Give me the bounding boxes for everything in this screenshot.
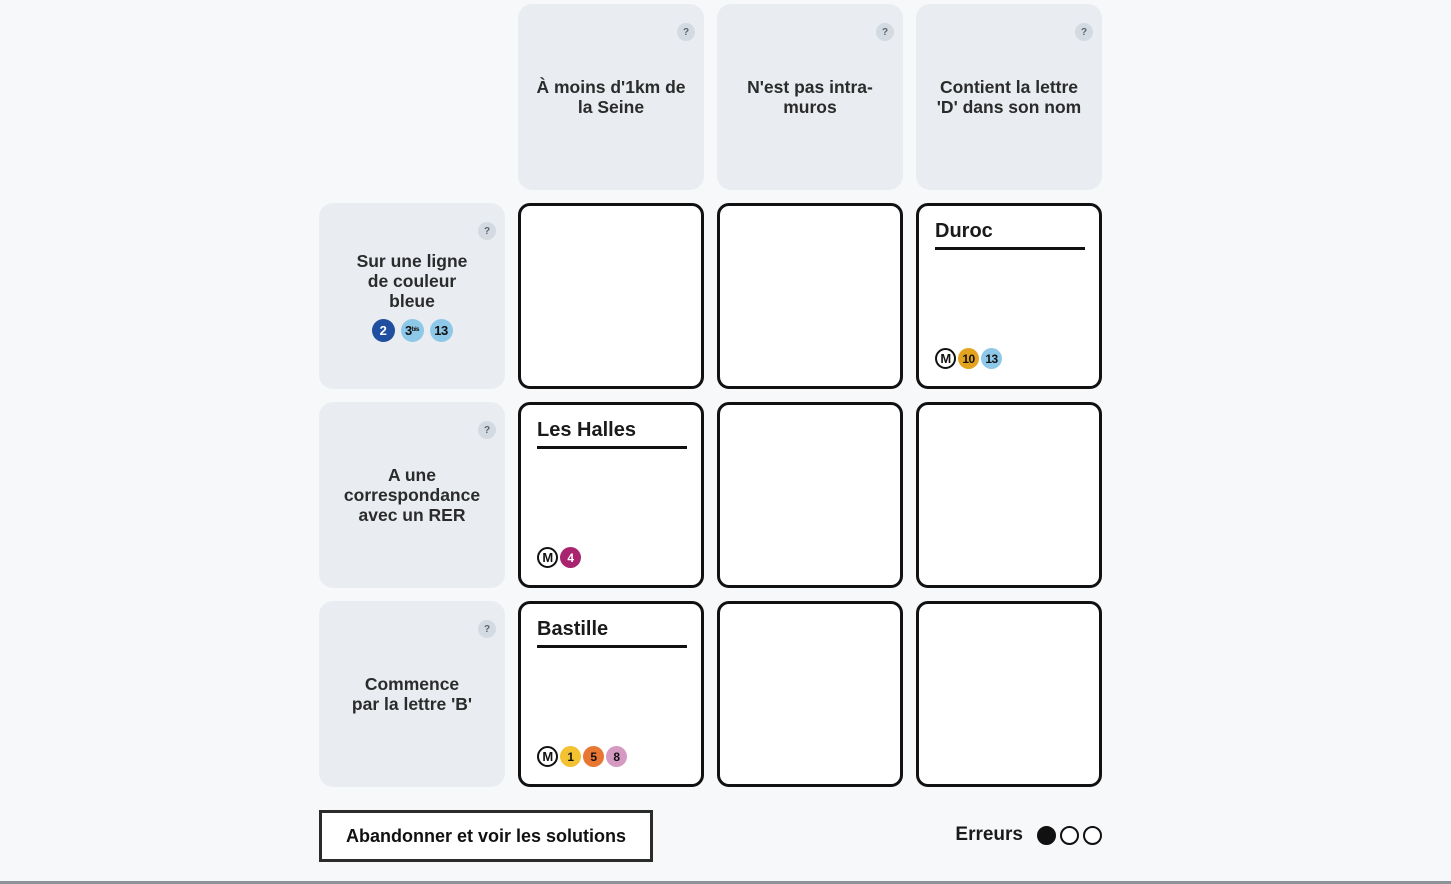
- column-criterion-label: À moins d'1km de la Seine: [536, 77, 686, 117]
- error-dots: [1037, 826, 1102, 845]
- metro-line-2-icon: [372, 319, 395, 342]
- errors-indicator: [955, 824, 1102, 846]
- line-number: 8: [613, 749, 620, 764]
- metro-logo-icon: M: [537, 746, 558, 767]
- help-icon[interactable]: ?: [876, 23, 894, 41]
- line-number: 10: [962, 351, 975, 366]
- column-header-not-intra-muros: [717, 4, 903, 190]
- row-header-rer: [319, 402, 505, 588]
- line-number: 5: [590, 749, 597, 764]
- line-number: 1: [567, 749, 574, 764]
- help-icon[interactable]: ?: [478, 421, 496, 439]
- station-name: Bastille: [537, 618, 687, 648]
- grid-cell-filled[interactable]: [518, 402, 704, 588]
- row-header-blue-line: [319, 203, 505, 389]
- metro-line-8-icon: [606, 746, 627, 767]
- metro-line-5-icon: [583, 746, 604, 767]
- give-up-button[interactable]: Abandonner et voir les solutions: [319, 810, 653, 862]
- error-dot-filled-icon: [1037, 826, 1056, 845]
- grid-cell[interactable]: [916, 402, 1102, 588]
- column-criterion-label: N'est pas intra-muros: [747, 77, 873, 117]
- help-icon[interactable]: ?: [478, 620, 496, 638]
- column-criterion-label: Contient la lettre 'D' dans son nom: [936, 77, 1082, 117]
- column-header-letter-d: [916, 4, 1102, 190]
- station-name: Les Halles: [537, 419, 687, 449]
- row-criterion-label: Sur une ligne de couleur bleue: [356, 250, 468, 311]
- errors-label: Erreurs: [955, 824, 1023, 845]
- station-name: Duroc: [935, 220, 1085, 250]
- line-suffix: bis: [411, 327, 419, 333]
- metro-line-1-icon: [560, 746, 581, 767]
- grid-cell[interactable]: [518, 203, 704, 389]
- station-lines: [537, 746, 627, 767]
- help-icon[interactable]: ?: [478, 222, 496, 240]
- grid-cell[interactable]: [717, 601, 903, 787]
- metro-line-13-icon: [981, 348, 1002, 369]
- line-number: 13: [985, 351, 998, 366]
- grid-cell-filled[interactable]: [518, 601, 704, 787]
- metro-line-13-icon: [430, 319, 453, 342]
- grid-cell[interactable]: [717, 203, 903, 389]
- line-badges: [372, 319, 453, 342]
- help-icon[interactable]: ?: [1075, 23, 1093, 41]
- line-number: 13: [434, 322, 448, 338]
- grid-cell-filled[interactable]: [916, 203, 1102, 389]
- error-dot-empty-icon: [1060, 826, 1079, 845]
- row-header-letter-b: [319, 601, 505, 787]
- line-number: 3: [405, 322, 412, 338]
- line-number: 2: [379, 322, 387, 338]
- metro-line-4-icon: [560, 547, 581, 568]
- station-lines: [935, 348, 1002, 369]
- metro-line-10-icon: [958, 348, 979, 369]
- grid-cell[interactable]: [916, 601, 1102, 787]
- help-icon[interactable]: ?: [677, 23, 695, 41]
- grid-cell[interactable]: [717, 402, 903, 588]
- column-header-seine: [518, 4, 704, 190]
- metro-logo-icon: M: [537, 547, 558, 568]
- station-lines: [537, 547, 581, 568]
- metro-line-3-icon: [401, 319, 424, 342]
- row-criterion-label: A une correspondance avec un RER: [343, 465, 481, 525]
- metro-logo-icon: M: [935, 348, 956, 369]
- error-dot-empty-icon: [1083, 826, 1102, 845]
- row-criterion-label: Commence par la lettre 'B': [351, 674, 473, 714]
- line-number: 4: [567, 550, 574, 565]
